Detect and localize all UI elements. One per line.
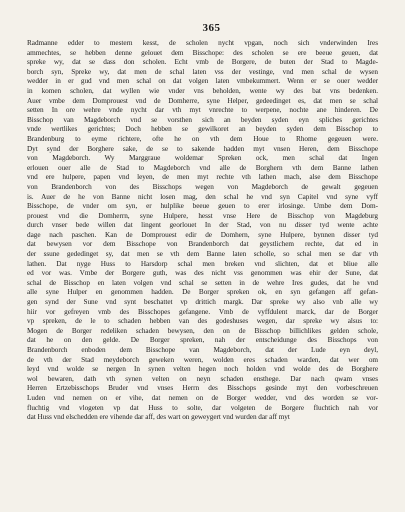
body-text [27,39,378,423]
text-line: alle syne Hulper en genommen hadden. De Borger spreken ok, en syn gefangen aff gefan- [27,288,378,297]
text-line: Mogen de Borger redeliken schaden bewysen, den on de Bisschop billichlikes gelden schole, [27,326,378,335]
text-line: vp spreken, de le to schaden hebben van des godeshuses wegen, dar spreke wy alsus to: [27,317,378,326]
text-line: Luden vnd nemen on er vihe, dat nemen on de Borger wedder, vnd des worden se vor- [27,393,378,402]
text-line: dat Huss vnd elschedden ere vihende dar aff, des wart on geweygert vnd wurden dar aff myt [27,413,290,422]
text-line: vnde wertlikes gerichtes; Doch hebben se gewilkoret an beyden syden dem Bisschop to [27,125,378,134]
text-line: von Brandenborch von des Bisschops wegen von Magdeborch de gewalt gegeuen [27,182,378,191]
text-line: setten In ore wehre vnde nycht dar vth myt vnrechte to werpene, nochte ane hinderen. De [27,106,378,115]
text-line: lathen. Dat nyge Huss to Harsdorp schal men breken vnd slichten, dat et bliue alle [27,259,378,268]
text-line: vnd ere hulpere, papen vnd leyen, de men myt rechte vth lathen mach, alse dem Bisschope [27,173,378,182]
text-line: Bisschope, de vnder om syn, er hulplike beeue geuen to erer irlosinge. Umbe dem Dom- [27,202,378,211]
text-line: prouest vnd die Domherrn, syne Hulpere, hesst vnse Here de Bisschop von Magdeburg [27,211,378,220]
text-line: erlouen ouer alle de Stad to Magdeborch vnd alle de Borghern vth dem Banne lathen [27,163,378,172]
text-line: Bisschop van Magdeborch vnd se vorsthen sich an beyden syden eyn spliches gerichtes [27,115,378,124]
text-line: Brandenborch enboden dem Bisschope van Magdeborch, dat der Lude eyn deyl, [27,346,378,354]
text-line: Dyt synd der Borghere sake, de se to sakende hadden myt vnsen Heren, dem Bisschope [27,144,378,153]
text-line: durch vnser bede willen dat lingent georlouet In der Stad, von nu disser tyd wente achte [27,221,378,230]
text-line: borch syn, Spreke wy, dat men de schal laten vss der vestinge, vnd men schal de wysen [27,67,378,76]
text-line: hiir vor gefreyen vmb des Bisschopes gefangene. Vmb de vyffdulent marck, dar de Borger [27,307,378,316]
text-line: ammechtes, se hebben denne gelouet dem Bisschope: des scholen se ere beeue geuen, dat [27,48,378,57]
text-line: wedder in er gud vnd men schal on dat volgen laten vmbekummert. Wenn er se ouer wedder [27,77,378,86]
text-line: Herren Ertzebisschops Bruder vnd vnses Herrn des Bisschops gesinde myt den vorbeschreuen [27,384,378,393]
text-line: fluchtig vnd vlogeten vp dat Huss to solte, dar volgeten de Borgere fluchtich nah vor [27,403,378,412]
text-line: dage nach paschen. Kan de Domprouest edir de Domhern, syne Hulpere, bynnen disser tyd [27,230,378,239]
text-line: Auer vmbe dem Domprouest vnd de Domherre, syne Helper, gedeedinget es, dat men se schal [27,96,378,105]
text-line: in komen scholen, dat wyllen wie vnder vns beholden, wente wy des bat vns bedenken. [27,86,378,95]
text-line: spreke wy, dat se dass don scholen. Echt vmb de Borgere, de buten der Stad to Magde- [27,58,378,67]
text-line: schal de Bisschop en laten volgen vnd schal se setten in de wehre Ires gudes, dat he vnd [27,278,378,287]
page-number: 365 [202,22,221,34]
text-line: ed vor was. Vmbe der Borgere guth, was des nicht vss genommen was ehir der Sune, dat [27,269,378,278]
text-line: Brandenburg to eyme richtere, ofte he on vth dem Houe to Rhome gegeuen were. [27,134,378,143]
text-line: der ssune gededinget sy, dat men se vth dem Banne laten scholle, so schal men se dar vth [27,250,378,259]
text-line: leyd vnd wolde se nergen In synen velten hegen noch holden vnd wolde des de Borghere [27,365,378,374]
text-line: is. Auer de he von Banne nicht losen mag, den schal he vnd syn Capitel vnd syne vyff [27,192,378,201]
text-line: wol bewaren, dath vth synen velten on neyn schaden ensthege. Dar nach qwam vnses [27,374,378,383]
text-line: Radmanne edder to mestern kesst, de scholen nycht vpgan, noch sich vnderwinden Ires [27,39,378,47]
text-line: von Magdeborch. Wy Marggraue woldemar Spreken ock, men schal dat Ingen [27,154,378,163]
text-line: dat bewysen vor dem Bisschope von Brandenborch dat geystlichem rechte, dat ed in [27,240,378,249]
text-line: gen synd der Sune vnd synt beschattet vp drittich margk. Dar spreke wy also vnb alle wy [27,298,378,307]
text-line: de vth der Stad meydeborch geweken weren, wolden eres schaden warden, dat wer om [27,355,378,364]
text-line: dat he on den gelde. De Borger spreken, nah der entscheidunge des Bisschops von [27,336,378,345]
